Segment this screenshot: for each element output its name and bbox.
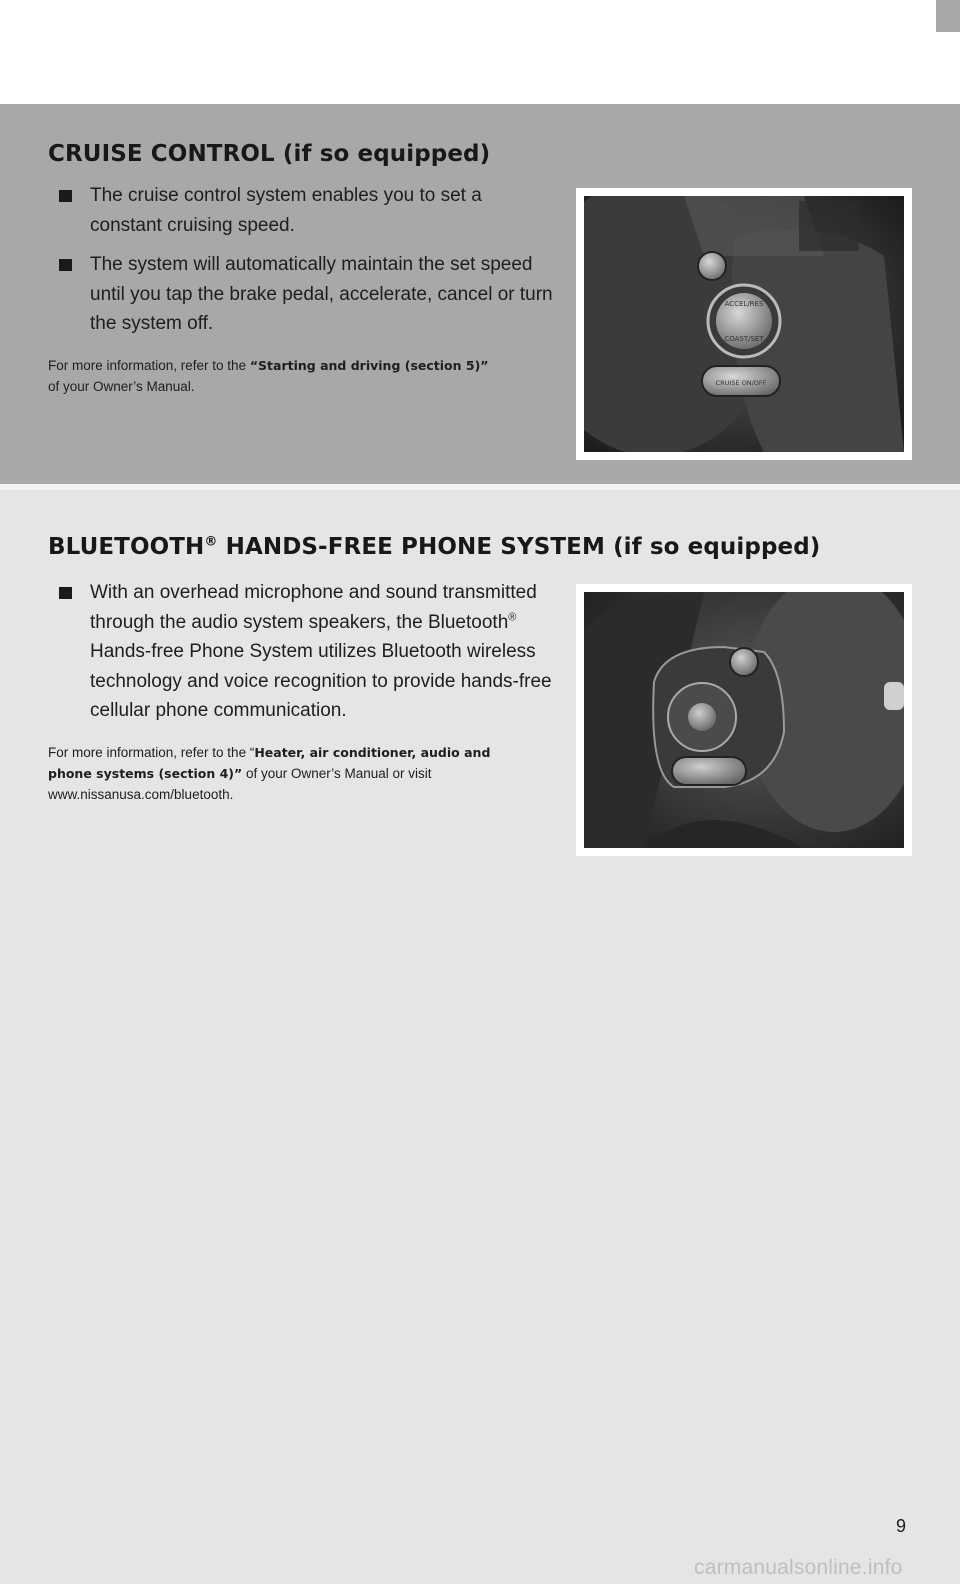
- square-bullet-icon: [59, 587, 72, 599]
- coast-label: COAST/SET: [724, 335, 764, 343]
- steering-wheel-cruise-image: [584, 196, 904, 452]
- bluetooth-bullets: [48, 578, 558, 736]
- steering-wheel-audio-image: [584, 592, 904, 848]
- bullet-text-part2: Hands-free Phone System utilizes Bluetooth wireless technology and voice recognition to provide hands-free cellular phone communication.: [90, 641, 552, 721]
- watermark: carmanualsonline.info: [694, 1556, 903, 1579]
- bullet-text: The cruise control system enables you to set a constant cruising speed.: [90, 185, 482, 236]
- note-reference: Heater, air conditioner, audio and phone systems (section 4)”: [48, 745, 491, 781]
- top-margin: [0, 0, 960, 104]
- bullet-text-part1: With an overhead microphone and sound transmitted through the audio system speakers, the Bluetooth: [90, 582, 537, 633]
- list-item: [48, 250, 558, 339]
- page-corner-tab: [936, 0, 960, 32]
- title-rest: HANDS-FREE PHONE SYSTEM (if so equipped): [217, 534, 821, 560]
- registered-mark: ®: [204, 534, 218, 550]
- list-item: [48, 578, 558, 726]
- cruise-control-photo: [576, 188, 912, 460]
- accel-label: ACCEL/RES: [724, 300, 764, 308]
- cruise-control-title: CRUISE CONTROL (if so equipped): [48, 141, 491, 167]
- cruise-control-note: [48, 355, 548, 397]
- note-reference: “Starting and driving (section 5)”: [249, 358, 489, 373]
- bluetooth-photo: [576, 584, 912, 856]
- list-item: [48, 181, 558, 240]
- page-number: 9: [896, 1516, 907, 1536]
- note-prefix: For more information, refer to the: [48, 358, 250, 373]
- title-main: BLUETOOTH: [48, 534, 205, 560]
- square-bullet-icon: [59, 190, 72, 202]
- bluetooth-note: [48, 742, 538, 805]
- cruise-control-bullets: [48, 181, 558, 349]
- cruise-onoff-label: CRUISE ON/OFF: [715, 379, 767, 387]
- note-suffix: of your Owner’s Manual.: [48, 379, 195, 394]
- bluetooth-title: [48, 534, 820, 560]
- square-bullet-icon: [59, 259, 72, 271]
- bullet-text: The system will automatically maintain the set speed until you tap the brake pedal, accelerate, cancel or turn the system off.: [90, 254, 553, 334]
- registered-mark: ®: [508, 611, 517, 624]
- note-prefix: For more information, refer to the “: [48, 745, 255, 760]
- note-suffix: of your Owner’s Manual or visit www.nissanusa.com/bluetooth.: [48, 766, 432, 802]
- section-divider: [0, 484, 960, 490]
